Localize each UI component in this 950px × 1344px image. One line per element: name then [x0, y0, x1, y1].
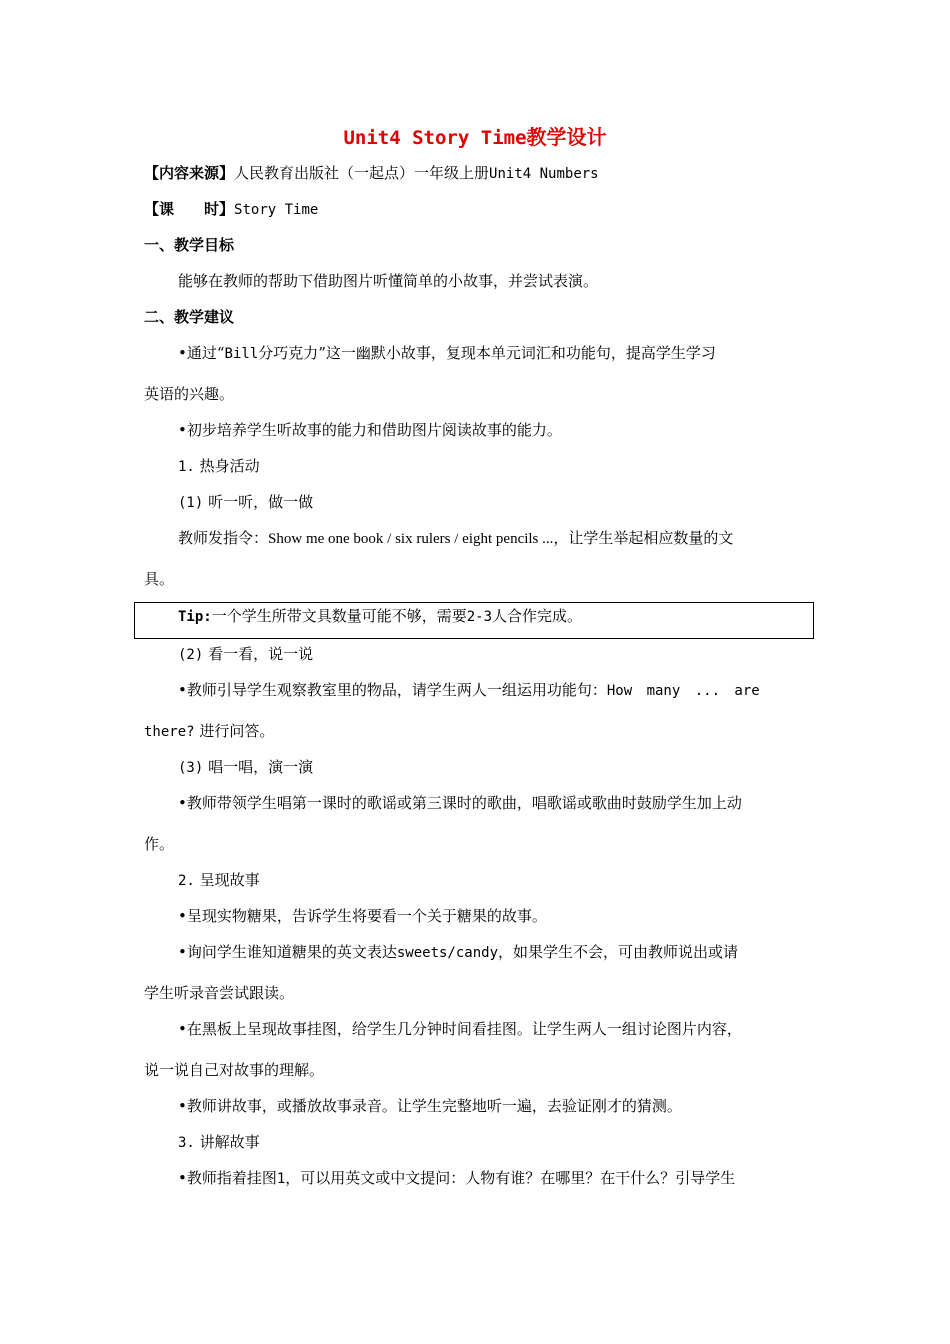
step1-1-number: (1)	[178, 495, 204, 511]
title-chinese: 教学设计	[526, 125, 607, 149]
step3-p1-b: ，可以用英文或中文提问：人物有谁？在哪里？在干什么？引导学生	[285, 1169, 736, 1187]
step1-2-title: 看一看，说一说	[208, 645, 314, 663]
step1-3-title: 唱一唱，演一演	[208, 758, 314, 776]
step2-paragraph1: •呈现实物糖果，告诉学生将要看一个关于糖果的故事。	[178, 907, 547, 925]
step1-1-body	[178, 528, 733, 549]
s2-p1-part-b: 分巧克力”这一幽默小故事，复现本单元词汇和功能句，提高学生学习	[258, 344, 716, 362]
step1-2-number: (2)	[178, 647, 204, 663]
step1-1-heading	[178, 492, 313, 513]
document-title	[0, 124, 950, 151]
step1-1-body-cont: 具。	[144, 570, 175, 588]
tip-text-a: 一个学生所带文具数量可能不够，需要	[211, 607, 467, 625]
step2-p2-b: ，如果学生不会，可由教师说出或请	[498, 943, 739, 961]
step1-2-body-english2: there?	[144, 724, 195, 740]
period-line	[144, 199, 318, 220]
step1-1-body-a: 教师发指令：	[178, 529, 269, 547]
step3-heading	[178, 1132, 260, 1153]
step2-paragraph4: •教师讲故事，或播放故事录音。让学生完整地听一遍，去验证刚才的猜测。	[178, 1097, 682, 1115]
period-label-a: 【课	[144, 200, 175, 218]
step1-1-body-english: Show me one book / six rulers / eight pencils ...	[268, 531, 554, 547]
step1-1-title: 听一听，做一做	[208, 493, 314, 511]
period-value: Story Time	[234, 202, 319, 218]
section1-heading: 一、教学目标	[144, 236, 235, 254]
content-source-en: Unit4 Numbers	[489, 166, 599, 182]
section2-paragraph1	[178, 343, 716, 364]
step2-paragraph3: •在黑板上呈现故事挂图，给学生几分钟时间看挂图。让学生两人一组讨论图片内容，	[178, 1020, 742, 1038]
step1-2-body-cont	[144, 721, 274, 742]
step1-3-body-cont: 作。	[144, 835, 175, 853]
step2-title: 呈现故事	[199, 871, 260, 889]
step2-paragraph3-cont: 说一说自己对故事的理解。	[144, 1061, 325, 1079]
tip-text-b: 人合作完成。	[492, 607, 583, 625]
step1-title: 热身活动	[199, 457, 260, 475]
step2-number: 2.	[178, 873, 195, 889]
step1-2-body-english: How many ... are	[606, 683, 760, 699]
tip-line	[178, 606, 582, 627]
step2-heading	[178, 870, 260, 891]
step2-paragraph2	[178, 942, 738, 963]
section2-paragraph1-cont: 英语的兴趣。	[144, 385, 235, 403]
s2-p1-part-a: •通过“	[178, 344, 225, 362]
step2-p2-a: •询问学生谁知道糖果的英文表达	[178, 943, 397, 961]
section2-paragraph2: •初步培养学生听故事的能力和借助图片阅读故事的能力。	[178, 421, 562, 439]
content-source-cn: 人民教育出版社（一起点）一年级上册	[234, 164, 490, 182]
tip-text-number: 2-3	[466, 609, 493, 625]
step1-2-body	[178, 680, 760, 701]
step2-paragraph2-cont: 学生听录音尝试跟读。	[144, 984, 295, 1002]
tip-label: Tip:	[178, 609, 212, 625]
step1-3-heading	[178, 757, 313, 778]
content-source-label: 【内容来源】	[144, 164, 235, 182]
step1-2-heading	[178, 644, 313, 665]
step1-3-body: •教师带领学生唱第一课时的歌谣或第三课时的歌曲，唱歌谣或歌曲时鼓励学生加上动	[178, 794, 742, 812]
period-label-b: 时】	[204, 200, 235, 218]
s2-p1-bill: Bill	[224, 346, 259, 362]
step3-number: 3.	[178, 1135, 195, 1151]
step1-2-body-b: 进行问答。	[199, 722, 275, 740]
step1-heading	[178, 456, 260, 477]
title-english: Unit4 Story Time	[343, 127, 527, 149]
step2-p2-english: sweets/candy	[396, 945, 499, 961]
step1-3-number: (3)	[178, 760, 204, 776]
step1-1-body-b: ，让学生举起相应数量的文	[553, 529, 734, 547]
step3-p1-a: •教师指着挂图	[178, 1169, 277, 1187]
step1-number: 1.	[178, 459, 195, 475]
section2-heading: 二、教学建议	[144, 308, 235, 326]
step3-title: 讲解故事	[199, 1133, 260, 1151]
step1-2-body-a: •教师引导学生观察教室里的物品，请学生两人一组运用功能句：	[178, 681, 607, 699]
step3-p1-number: 1	[276, 1171, 286, 1187]
step3-paragraph1	[178, 1168, 735, 1189]
content-source-line	[144, 163, 599, 184]
section1-body: 能够在教师的帮助下借助图片听懂简单的小故事，并尝试表演。	[178, 272, 599, 290]
